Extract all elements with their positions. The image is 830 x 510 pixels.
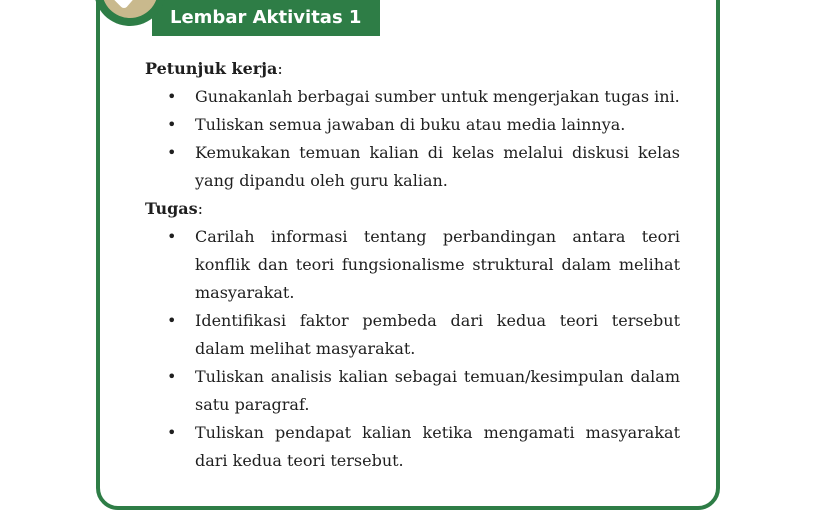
list-item-text: Tuliskan semua jawaban di buku atau media lainnya. [195, 115, 626, 134]
list-item-text: Identifikasi faktor pembeda dari kedua teori tersebut dalam melihat masyarakat. [195, 311, 680, 358]
list-item: • Tuliskan analisis kalian sebagai temuan/kesimpulan dalam satu paragraf. [167, 367, 680, 414]
list-item: • Kemukakan temuan kalian di kelas melalui diskusi kelas yang dipandu oleh guru kalian. [167, 143, 680, 190]
activity-content [145, 55, 680, 475]
instructions-title: Petunjuk kerja [145, 59, 278, 78]
tasks-list [145, 223, 680, 475]
list-item-text: Carilah informasi tentang perbandingan antara teori konflik dan teori fungsionalisme struktural dalam melihat masyarakat. [195, 227, 680, 302]
tasks-heading: Tugas: [145, 199, 204, 218]
instructions-heading: Petunjuk kerja: [145, 59, 283, 78]
list-item: • Carilah informasi tentang perbandingan antara teori konflik dan teori fungsionalisme struktural dalam melihat masyarakat. [167, 227, 680, 302]
instructions-list [145, 83, 680, 195]
list-item-text: Tuliskan pendapat kalian ketika mengamati masyarakat dari kedua teori tersebut. [195, 423, 680, 470]
list-item-text: Gunakanlah berbagai sumber untuk mengerjakan tugas ini. [195, 87, 680, 106]
tasks-title: Tugas [145, 199, 198, 218]
list-item: • Identifikasi faktor pembeda dari kedua teori tersebut dalam melihat masyarakat. [167, 311, 680, 358]
list-item: • Tuliskan pendapat kalian ketika mengamati masyarakat dari kedua teori tersebut. [167, 423, 680, 470]
checkmark-icon [104, 0, 156, 12]
list-item-text: Kemukakan temuan kalian di kelas melalui diskusi kelas yang dipandu oleh guru kalian. [195, 143, 680, 190]
list-item: • Tuliskan semua jawaban di buku atau media lainnya. [167, 115, 626, 134]
list-item: • Gunakanlah berbagai sumber untuk mengerjakan tugas ini. [167, 87, 680, 106]
list-item-text: Tuliskan analisis kalian sebagai temuan/kesimpulan dalam satu paragraf. [195, 367, 680, 414]
activity-title: Lembar Aktivitas 1 [152, 0, 380, 36]
